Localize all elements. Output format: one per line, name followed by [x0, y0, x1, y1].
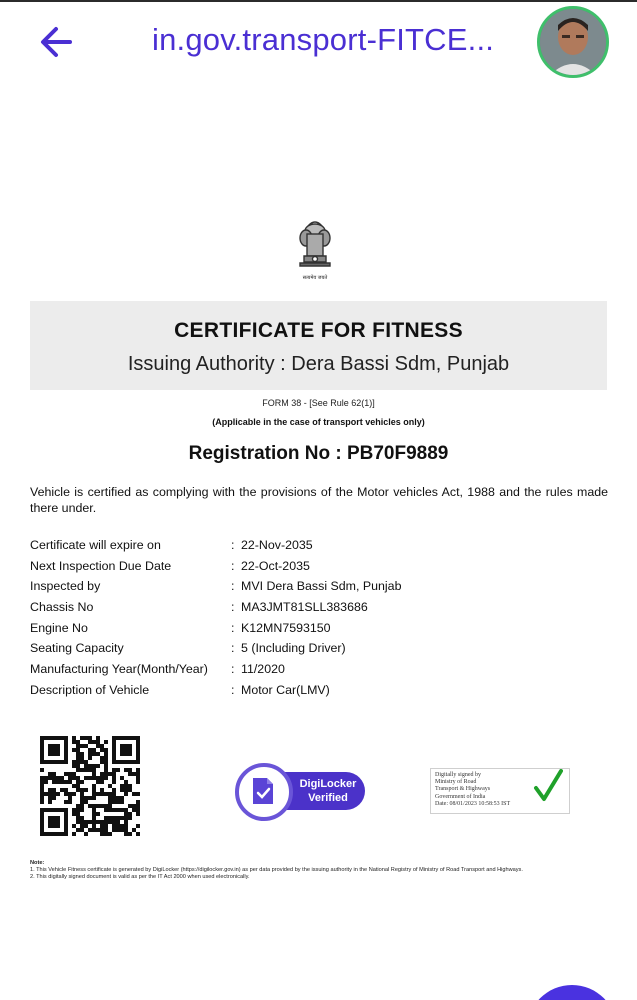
detail-separator: : [231, 641, 235, 656]
detail-row [30, 538, 608, 559]
certification-statement: Vehicle is certified as complying with the provisions of the Motor vehicles Act, 1988 and the rules made there under. [30, 485, 608, 515]
detail-value: 11/2020 [241, 662, 285, 677]
signature-text [435, 772, 535, 808]
detail-separator: : [231, 579, 235, 594]
arrow-left-icon[interactable] [36, 22, 76, 62]
detail-row [30, 579, 608, 600]
detail-value: 22-Nov-2035 [241, 538, 313, 552]
detail-row [30, 621, 608, 642]
detail-separator: : [231, 682, 235, 697]
detail-label: Description of Vehicle [30, 682, 150, 697]
certificate-header [30, 301, 607, 390]
detail-value: K12MN7593150 [241, 620, 331, 635]
detail-separator: : [231, 662, 235, 677]
detail-value: MA3JMT81SLL383686 [241, 600, 368, 615]
applicability-note: (Applicable in the case of transport vehicles only) [212, 417, 425, 427]
note-item: 1. This Vehicle Fitness certificate is generated by DigiLocker (https://digilocker.gov.in) as per data provided by the issuing authority in the National Registry of Ministry of Road Transport and Highways. [30, 867, 523, 873]
notes-heading: Note: [30, 860, 45, 866]
detail-label: Engine No [30, 620, 88, 635]
note-item: 2. This digitally signed document is valid as per the IT Act 2000 when used electronically. [30, 874, 250, 880]
digilocker-label-line: Verified [308, 792, 348, 804]
certificate-title: CERTIFICATE FOR FITNESS [174, 319, 463, 342]
detail-row [30, 600, 608, 621]
app-bar [0, 2, 637, 82]
qr-code [40, 736, 140, 836]
detail-row [30, 641, 608, 662]
detail-row [30, 683, 608, 704]
detail-label: Inspected by [30, 579, 101, 594]
detail-label: Chassis No [30, 600, 94, 615]
digital-signature-box [430, 768, 570, 814]
national-emblem [290, 216, 340, 284]
detail-separator: : [231, 600, 235, 615]
signature-line: Transport & Highways [435, 786, 491, 793]
detail-row [30, 662, 608, 683]
detail-label: Seating Capacity [30, 641, 124, 656]
verified-document-icon [251, 776, 275, 806]
detail-label: Next Inspection Due Date [30, 558, 172, 573]
detail-value: MVI Dera Bassi Sdm, Punjab [241, 579, 402, 594]
emblem-caption: सत्यमेव जयते [302, 275, 328, 281]
registration-number: Registration No : PB70F9889 [188, 443, 449, 464]
detail-label: Manufacturing Year(Month/Year) [30, 662, 208, 677]
user-avatar[interactable] [537, 6, 609, 78]
detail-row [30, 559, 608, 580]
digilocker-label-line: DigiLocker [299, 778, 357, 790]
detail-value: Motor Car(LMV) [241, 682, 330, 697]
notes [30, 860, 610, 881]
signature-line: Government of India [435, 793, 486, 800]
detail-separator: : [231, 620, 235, 635]
vehicle-details [30, 538, 608, 704]
issuing-authority: Issuing Authority : Dera Bassi Sdm, Punjab [127, 353, 510, 375]
digilocker-label [293, 777, 363, 805]
signature-line: Date: 08/01/2023 10:58:53 IST [435, 800, 511, 807]
signature-line: Digitally signed by [435, 772, 481, 778]
detail-label: Certificate will expire on [30, 538, 161, 552]
detail-separator: : [231, 558, 235, 573]
detail-separator: : [231, 538, 235, 552]
detail-value: 22-Oct-2035 [241, 558, 310, 573]
form-reference: FORM 38 - [See Rule 62(1)] [262, 398, 375, 408]
detail-value: 5 (Including Driver) [241, 641, 346, 656]
digilocker-verified-badge[interactable] [235, 763, 367, 821]
floating-action-button[interactable] [527, 985, 617, 1000]
signature-line: Ministry of Road [435, 779, 477, 786]
checkmark-icon [533, 769, 563, 803]
document-title: in.gov.transport-FITCE... [152, 22, 495, 57]
